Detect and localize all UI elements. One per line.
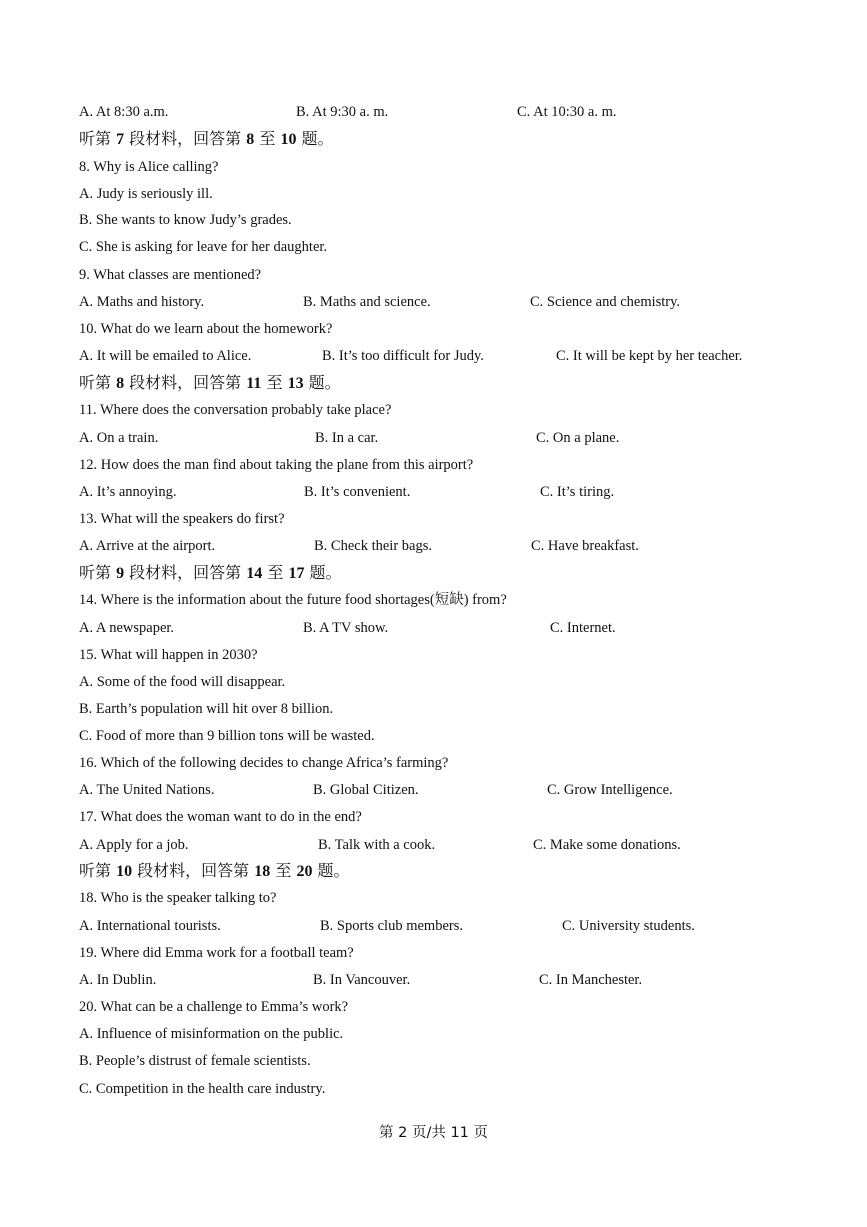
q16-option-b: B. Global Citizen. [313,782,419,798]
q15-option-a: A. Some of the food will disappear. [79,674,286,690]
q9-option-b: B. Maths and science. [303,294,431,310]
q9-option-a: A. Maths and history. [79,294,205,310]
question-10: 10. What do we learn about the homework? [79,321,333,337]
section-heading-7: 听第 7 段材料，回答第 8 至 10 题。 [79,129,334,148]
q17-option-b: B. Talk with a cook. [318,837,436,853]
question-16: 16. Which of the following decides to change Africa’s farming? [79,755,449,771]
question-15: 15. What will happen in 2030? [79,647,258,663]
q17-option-c: C. Make some donations. [533,837,681,853]
q13-option-b: B. Check their bags. [314,538,432,554]
q15-option-b: B. Earth’s population will hit over 8 billion. [79,701,334,717]
q12-option-a: A. It’s annoying. [79,484,177,500]
question-13: 13. What will the speakers do first? [79,511,285,527]
q11-option-c: C. On a plane. [536,430,620,446]
q8-option-c: C. She is asking for leave for her daughter. [79,239,328,255]
question-11: 11. Where does the conversation probably take place? [79,402,392,418]
q13-option-a: A. Arrive at the airport. [79,538,216,554]
section-heading-8: 听第 8 段材料，回答第 11 至 13 题。 [79,373,341,392]
question-9: 9. What classes are mentioned? [79,267,262,283]
q20-option-b: B. People’s distrust of female scientists. [79,1053,311,1069]
q20-option-c: C. Competition in the health care industry. [79,1081,326,1097]
q8-option-b: B. She wants to know Judy’s grades. [79,212,292,228]
q9-option-c: C. Science and chemistry. [530,294,681,310]
q11-option-b: B. In a car. [315,430,379,446]
question-18: 18. Who is the speaker talking to? [79,890,277,906]
q17-option-a: A. Apply for a job. [79,837,189,853]
question-20: 20. What can be a challenge to Emma’s work? [79,999,349,1015]
q7-option-c: C. At 10:30 a. m. [517,104,617,120]
q14-option-a: A. A newspaper. [79,620,175,636]
q19-option-b: B. In Vancouver. [313,972,411,988]
q18-option-a: A. International tourists. [79,918,221,934]
page-footer: 第 2 页/共 11 页 [379,1125,488,1141]
question-17: 17. What does the woman want to do in the end? [79,809,362,825]
question-14: 14. Where is the information about the future food shortages(短缺) from? [79,592,507,608]
q12-option-b: B. It’s convenient. [304,484,411,500]
q14-option-b: B. A TV show. [303,620,389,636]
question-12: 12. How does the man find about taking the plane from this airport? [79,457,474,473]
q10-option-a: A. It will be emailed to Alice. [79,348,252,364]
q14-option-c: C. Internet. [550,620,616,636]
q7-option-a: A. At 8:30 a.m. [79,104,169,120]
q13-option-c: C. Have breakfast. [531,538,639,554]
section-heading-9: 听第 9 段材料，回答第 14 至 17 题。 [79,563,342,582]
q18-option-b: B. Sports club members. [320,918,463,934]
q10-option-b: B. It’s too difficult for Judy. [322,348,484,364]
section-heading-10: 听第 10 段材料，回答第 18 至 20 题。 [79,861,350,880]
q19-option-c: C. In Manchester. [539,972,643,988]
question-8: 8. Why is Alice calling? [79,159,219,175]
q16-option-a: A. The United Nations. [79,782,215,798]
q15-option-c: C. Food of more than 9 billion tons will be wasted. [79,728,375,744]
q18-option-c: C. University students. [562,918,695,934]
q11-option-a: A. On a train. [79,430,159,446]
question-19: 19. Where did Emma work for a football team? [79,945,354,961]
q7-option-b: B. At 9:30 a. m. [296,104,389,120]
q12-option-c: C. It’s tiring. [540,484,615,500]
q8-option-a: A. Judy is seriously ill. [79,186,213,202]
q20-option-a: A. Influence of misinformation on the public. [79,1026,344,1042]
q16-option-c: C. Grow Intelligence. [547,782,673,798]
q19-option-a: A. In Dublin. [79,972,157,988]
q10-option-c: C. It will be kept by her teacher. [556,348,743,364]
